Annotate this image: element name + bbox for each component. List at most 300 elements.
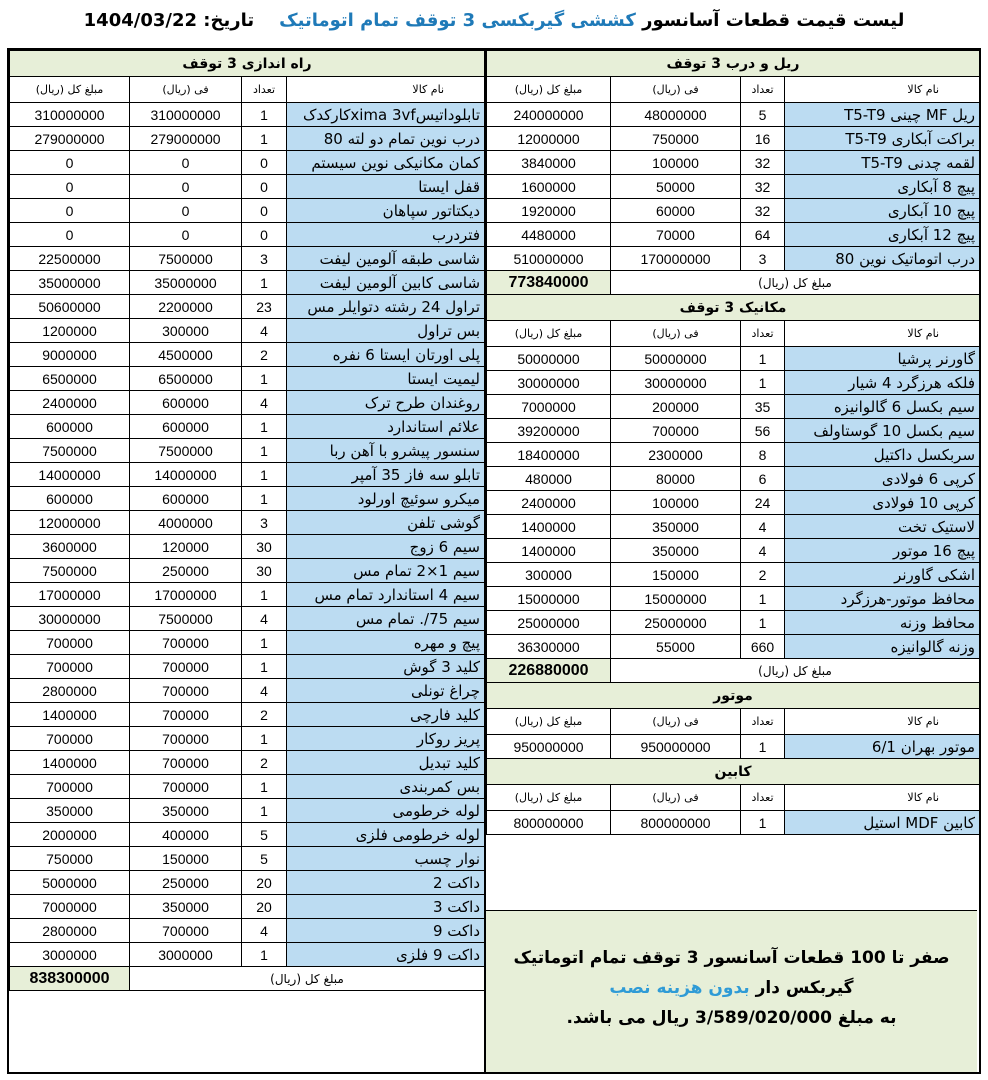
item-name: شاسی کابین آلومین لیفت (287, 271, 485, 295)
item-unit-price: 350000 (611, 515, 741, 539)
item-total: 15000000 (487, 587, 611, 611)
install-header (10, 77, 485, 103)
item-unit-price: 700000 (130, 655, 242, 679)
item-total: 50600000 (10, 295, 130, 319)
item-name: وزنه گالوانیزه (785, 635, 980, 659)
item-total: 3840000 (487, 151, 611, 175)
item-name: لاستیک تخت (785, 515, 980, 539)
note-line-3: به مبلغ 3/589/020/000 ریال می باشد. (566, 1008, 897, 1028)
rail-section (487, 51, 980, 77)
item-name: شاسی طبقه آلومین لیفت (287, 247, 485, 271)
item-total: 700000 (10, 727, 130, 751)
item-unit-price: 0 (130, 199, 242, 223)
rail-sum (487, 271, 980, 295)
item-name: محافظ وزنه (785, 611, 980, 635)
item-qty: 1 (242, 631, 287, 655)
item-name: درب اتوماتیک نوین 80 (785, 247, 980, 271)
install-sum-value: 838300000 (10, 967, 130, 991)
item-total: 25000000 (487, 611, 611, 635)
install-row (10, 247, 485, 271)
item-name: گوشی تلفن (287, 511, 485, 535)
header-qty: تعداد (242, 77, 287, 103)
header-name: نام کالا (785, 709, 980, 735)
item-name: سربکسل داکتیل (785, 443, 980, 467)
item-total: 14000000 (10, 463, 130, 487)
install-sum-label: مبلغ کل (ریال) (130, 967, 485, 991)
header-total: مبلغ کل (ریال) (10, 77, 130, 103)
item-qty: 4 (741, 539, 785, 563)
item-name: سیم بکسل 10 گوستاولف (785, 419, 980, 443)
item-total: 3000000 (10, 943, 130, 967)
item-name: تراول 24 رشته دتوایلر مس (287, 295, 485, 319)
item-total: 0 (10, 175, 130, 199)
item-unit-price: 700000 (130, 679, 242, 703)
install-row (10, 127, 485, 151)
install-row (10, 415, 485, 439)
install-row (10, 295, 485, 319)
install-row (10, 823, 485, 847)
item-unit-price: 150000 (611, 563, 741, 587)
header-total: مبلغ کل (ریال) (487, 321, 611, 347)
item-unit-price: 350000 (611, 539, 741, 563)
date-value: 1404/03/22 (83, 10, 197, 31)
mech-row (487, 635, 980, 659)
item-qty: 4 (242, 919, 287, 943)
rail-row (487, 127, 980, 151)
item-name: سیم بکسل 6 گالوانیزه (785, 395, 980, 419)
item-qty: 1 (741, 811, 785, 835)
cabin-section (487, 759, 980, 785)
item-qty: 24 (741, 491, 785, 515)
item-qty: 0 (242, 175, 287, 199)
item-qty: 1 (242, 367, 287, 391)
item-qty: 1 (242, 439, 287, 463)
item-unit-price: 30000000 (611, 371, 741, 395)
install-row (10, 655, 485, 679)
item-qty: 1 (242, 775, 287, 799)
install-row (10, 199, 485, 223)
item-qty: 1 (741, 371, 785, 395)
item-total: 39200000 (487, 419, 611, 443)
mech-row (487, 515, 980, 539)
item-unit-price: 7500000 (130, 607, 242, 631)
item-total: 800000000 (487, 811, 611, 835)
item-qty: 4 (242, 607, 287, 631)
item-unit-price: 950000000 (611, 735, 741, 759)
item-unit-price: 600000 (130, 391, 242, 415)
item-total: 510000000 (487, 247, 611, 271)
item-unit-price: 2200000 (130, 295, 242, 319)
item-qty: 1 (242, 583, 287, 607)
item-qty: 1 (242, 655, 287, 679)
item-name: کمان مکانیکی نوین سیستم (287, 151, 485, 175)
item-qty: 2 (741, 563, 785, 587)
header-total: مبلغ کل (ریال) (487, 709, 611, 735)
item-unit-price: 800000000 (611, 811, 741, 835)
item-unit-price: 4000000 (130, 511, 242, 535)
item-qty: 0 (242, 151, 287, 175)
item-total: 50000000 (487, 347, 611, 371)
item-name: داکت 3 (287, 895, 485, 919)
item-unit-price: 70000 (611, 223, 741, 247)
item-total: 300000 (487, 563, 611, 587)
motor-section-title: موتور (487, 683, 980, 709)
item-qty: 2 (242, 703, 287, 727)
item-unit-price: 310000000 (130, 103, 242, 127)
date-label: تاریخ: (203, 10, 255, 31)
item-unit-price: 120000 (130, 535, 242, 559)
item-total: 279000000 (10, 127, 130, 151)
item-name: پیچ 10 آبکاری (785, 199, 980, 223)
motor-row (487, 735, 980, 759)
item-unit-price: 700000 (130, 751, 242, 775)
item-total: 6500000 (10, 367, 130, 391)
item-name: سیم 6 زوج (287, 535, 485, 559)
item-qty: 1 (242, 799, 287, 823)
item-qty: 64 (741, 223, 785, 247)
item-qty: 30 (242, 535, 287, 559)
item-qty: 1 (242, 463, 287, 487)
item-qty: 5 (242, 823, 287, 847)
item-unit-price: 50000000 (611, 347, 741, 371)
item-qty: 1 (741, 735, 785, 759)
item-unit-price: 4500000 (130, 343, 242, 367)
item-unit-price: 15000000 (611, 587, 741, 611)
item-qty: 23 (242, 295, 287, 319)
item-qty: 4 (242, 319, 287, 343)
item-unit-price: 250000 (130, 871, 242, 895)
item-qty: 1 (242, 487, 287, 511)
install-row (10, 487, 485, 511)
item-name: فتردرب (287, 223, 485, 247)
item-total: 1400000 (487, 515, 611, 539)
mech-row (487, 491, 980, 515)
item-name: چراغ تونلی (287, 679, 485, 703)
item-name: فلکه هرزگرد 4 شیار (785, 371, 980, 395)
item-total: 950000000 (487, 735, 611, 759)
item-unit-price: 7500000 (130, 247, 242, 271)
item-name: ریل MF چینی T5-T9 (785, 103, 980, 127)
mech-row (487, 467, 980, 491)
item-unit-price: 7500000 (130, 439, 242, 463)
note-line-1: صفر تا 100 قطعات آسانسور 3 توقف تمام اتوماتیک (513, 948, 950, 968)
install-row (10, 727, 485, 751)
item-qty: 35 (741, 395, 785, 419)
install-row (10, 919, 485, 943)
item-unit-price: 700000 (611, 419, 741, 443)
install-row (10, 439, 485, 463)
item-qty: 6 (741, 467, 785, 491)
rail-sum-label: مبلغ کل (ریال) (611, 271, 980, 295)
item-qty: 1 (242, 727, 287, 751)
install-row (10, 943, 485, 967)
item-name: داکت 2 (287, 871, 485, 895)
install-section (10, 51, 485, 77)
item-unit-price: 700000 (130, 703, 242, 727)
install-row (10, 151, 485, 175)
rail-row (487, 175, 980, 199)
item-total: 9000000 (10, 343, 130, 367)
right-table (486, 50, 980, 835)
item-unit-price: 50000 (611, 175, 741, 199)
item-total: 36300000 (487, 635, 611, 659)
item-name: پلی اورتان ایستا 6 نفره (287, 343, 485, 367)
item-unit-price: 0 (130, 151, 242, 175)
item-total: 2400000 (10, 391, 130, 415)
item-qty: 32 (741, 175, 785, 199)
item-unit-price: 279000000 (130, 127, 242, 151)
item-total: 700000 (10, 775, 130, 799)
install-row (10, 799, 485, 823)
install-row (10, 463, 485, 487)
item-name: لیمیت ایستا (287, 367, 485, 391)
item-qty: 1 (741, 587, 785, 611)
item-unit-price: 170000000 (611, 247, 741, 271)
item-total: 35000000 (10, 271, 130, 295)
mech-row (487, 587, 980, 611)
rail-row (487, 103, 980, 127)
item-name: بس کمربندی (287, 775, 485, 799)
item-total: 2400000 (487, 491, 611, 515)
title-highlight: کششی گیربکسی 3 توقف تمام اتوماتیک (279, 10, 636, 31)
install-row (10, 511, 485, 535)
item-total: 600000 (10, 415, 130, 439)
note-line-2a: گیربکس دار (755, 978, 854, 998)
mech-sum (487, 659, 980, 683)
header-unit: فی (ریال) (611, 785, 741, 811)
rail-row (487, 223, 980, 247)
item-qty: 0 (242, 199, 287, 223)
page-title (0, 8, 988, 34)
item-name: سیم 75/. تمام مس (287, 607, 485, 631)
item-name: پیچ 8 آبکاری (785, 175, 980, 199)
rail-row (487, 247, 980, 271)
install-row (10, 895, 485, 919)
item-name: سنسور پیشرو با آهن ربا (287, 439, 485, 463)
item-total: 1400000 (10, 703, 130, 727)
mech-row (487, 419, 980, 443)
install-row (10, 319, 485, 343)
item-name: کابین MDF استیل (785, 811, 980, 835)
item-total: 700000 (10, 631, 130, 655)
item-unit-price: 60000 (611, 199, 741, 223)
item-total: 2000000 (10, 823, 130, 847)
header-unit: فی (ریال) (130, 77, 242, 103)
item-total: 240000000 (487, 103, 611, 127)
item-name: تابلو سه فاز 35 آمپر (287, 463, 485, 487)
item-qty: 20 (242, 895, 287, 919)
item-total: 0 (10, 223, 130, 247)
item-total: 1600000 (487, 175, 611, 199)
note-line-2b: بدون هزینه نصب (609, 978, 750, 998)
item-name: نوار چسب (287, 847, 485, 871)
rail-row (487, 199, 980, 223)
header-qty: تعداد (741, 785, 785, 811)
mech-row (487, 347, 980, 371)
item-qty: 1 (242, 415, 287, 439)
mech-sum-value: 226880000 (487, 659, 611, 683)
item-qty: 3 (242, 511, 287, 535)
item-name: درب نوین تمام دو لته 80 (287, 127, 485, 151)
item-total: 22500000 (10, 247, 130, 271)
item-total: 0 (10, 199, 130, 223)
item-unit-price: 80000 (611, 467, 741, 491)
mech-section (487, 295, 980, 321)
item-total: 1400000 (487, 539, 611, 563)
mech-row (487, 395, 980, 419)
header-unit: فی (ریال) (611, 77, 741, 103)
item-name: لوله خرطومی فلزی (287, 823, 485, 847)
install-row (10, 367, 485, 391)
install-row (10, 175, 485, 199)
header-total: مبلغ کل (ریال) (487, 785, 611, 811)
install-row (10, 775, 485, 799)
item-total: 12000000 (487, 127, 611, 151)
item-unit-price: 35000000 (130, 271, 242, 295)
header-qty: تعداد (741, 709, 785, 735)
item-qty: 1 (242, 271, 287, 295)
item-name: محافظ موتور-هرزگرد (785, 587, 980, 611)
item-unit-price: 3000000 (130, 943, 242, 967)
mech-row (487, 371, 980, 395)
item-qty: 8 (741, 443, 785, 467)
item-total: 7000000 (10, 895, 130, 919)
item-unit-price: 0 (130, 175, 242, 199)
item-name: پیچ و مهره (287, 631, 485, 655)
install-row (10, 583, 485, 607)
item-total: 30000000 (487, 371, 611, 395)
mech-section-title: مکانیک 3 توقف (487, 295, 980, 321)
cabin-header (487, 785, 980, 811)
item-qty: 32 (741, 151, 785, 175)
install-column (9, 50, 484, 991)
item-total: 600000 (10, 487, 130, 511)
item-unit-price: 350000 (130, 799, 242, 823)
install-row (10, 703, 485, 727)
item-unit-price: 48000000 (611, 103, 741, 127)
item-unit-price: 700000 (130, 775, 242, 799)
item-name: اشکی گاورنر (785, 563, 980, 587)
item-qty: 660 (741, 635, 785, 659)
item-name: داکت 9 (287, 919, 485, 943)
header-qty: تعداد (741, 321, 785, 347)
item-total: 12000000 (10, 511, 130, 535)
mech-row (487, 443, 980, 467)
item-unit-price: 400000 (130, 823, 242, 847)
item-total: 1200000 (10, 319, 130, 343)
item-unit-price: 100000 (611, 151, 741, 175)
item-qty: 0 (242, 223, 287, 247)
item-unit-price: 250000 (130, 559, 242, 583)
item-name: کلید فارچی (287, 703, 485, 727)
install-row (10, 679, 485, 703)
mech-sum-label: مبلغ کل (ریال) (611, 659, 980, 683)
item-unit-price: 55000 (611, 635, 741, 659)
install-row (10, 559, 485, 583)
item-total: 4480000 (487, 223, 611, 247)
item-total: 750000 (10, 847, 130, 871)
item-qty: 2 (242, 343, 287, 367)
install-row (10, 847, 485, 871)
item-total: 350000 (10, 799, 130, 823)
item-unit-price: 350000 (130, 895, 242, 919)
install-row (10, 223, 485, 247)
motor-header (487, 709, 980, 735)
item-unit-price: 150000 (130, 847, 242, 871)
header-unit: فی (ریال) (611, 709, 741, 735)
summary-note (486, 910, 977, 1072)
item-total: 310000000 (10, 103, 130, 127)
mech-header (487, 321, 980, 347)
item-total: 5000000 (10, 871, 130, 895)
header-total: مبلغ کل (ریال) (487, 77, 611, 103)
item-total: 0 (10, 151, 130, 175)
item-total: 7000000 (487, 395, 611, 419)
install-row (10, 103, 485, 127)
item-qty: 30 (242, 559, 287, 583)
install-row (10, 607, 485, 631)
item-unit-price: 17000000 (130, 583, 242, 607)
item-qty: 2 (242, 751, 287, 775)
cabin-row (487, 811, 980, 835)
header-name: نام کالا (785, 321, 980, 347)
item-name: کلید 3 گوش (287, 655, 485, 679)
install-row (10, 343, 485, 367)
item-total: 3600000 (10, 535, 130, 559)
mech-row (487, 539, 980, 563)
item-name: موتور بهران 6/1 (785, 735, 980, 759)
item-name: براکت آبکاری T5-T9 (785, 127, 980, 151)
item-unit-price: 2300000 (611, 443, 741, 467)
install-row (10, 871, 485, 895)
right-column (484, 50, 979, 1072)
item-total: 30000000 (10, 607, 130, 631)
item-name: پریز روکار (287, 727, 485, 751)
item-total: 700000 (10, 655, 130, 679)
item-name: کرپی 6 فولادی (785, 467, 980, 491)
header-name: نام کالا (287, 77, 485, 103)
rail-section-title: ریل و درب 3 توقف (487, 51, 980, 77)
item-qty: 1 (242, 943, 287, 967)
install-sum (10, 967, 485, 991)
item-name: دیکتاتور سپاهان (287, 199, 485, 223)
rail-header (487, 77, 980, 103)
item-total: 2800000 (10, 919, 130, 943)
header-name: نام کالا (785, 785, 980, 811)
item-total: 480000 (487, 467, 611, 491)
item-total: 1400000 (10, 751, 130, 775)
item-unit-price: 700000 (130, 919, 242, 943)
item-unit-price: 14000000 (130, 463, 242, 487)
rail-sum-value: 773840000 (487, 271, 611, 295)
cabin-section-title: کابین (487, 759, 980, 785)
header-qty: تعداد (741, 77, 785, 103)
item-unit-price: 750000 (611, 127, 741, 151)
item-unit-price: 6500000 (130, 367, 242, 391)
item-qty: 16 (741, 127, 785, 151)
item-name: گاورنر پرشیا (785, 347, 980, 371)
item-name: میکرو سوئیچ اورلود (287, 487, 485, 511)
mech-row (487, 611, 980, 635)
item-name: روغندان طرح ترک (287, 391, 485, 415)
install-row (10, 535, 485, 559)
header-unit: فی (ریال) (611, 321, 741, 347)
item-name: تابلوداتیسxima 3vfکارکدک (287, 103, 485, 127)
price-sheet (7, 48, 981, 1074)
item-name: لوله خرطومی (287, 799, 485, 823)
item-qty: 1 (242, 127, 287, 151)
item-qty: 1 (741, 347, 785, 371)
